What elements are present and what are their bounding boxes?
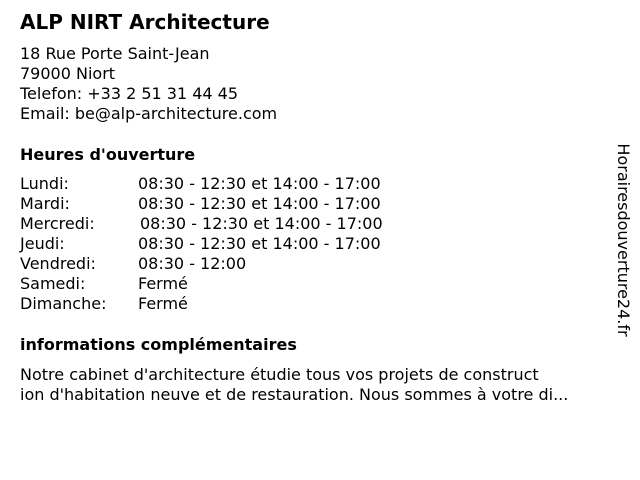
description-line: ion d'habitation neuve et de restauration. Nous sommes à votre di... [20, 385, 569, 404]
day-label: Dimanche: [20, 294, 107, 313]
description-text [20, 365, 568, 405]
day-label: Mercredi: [20, 214, 95, 233]
street-address: 18 Rue Porte Saint-Jean [20, 44, 210, 63]
day-label: Mardi: [20, 194, 70, 213]
description-line: Notre cabinet d'architecture étudie tous vos projets de construct [20, 365, 539, 384]
additional-info-heading: informations complémentaires [20, 335, 297, 354]
contact-block [20, 44, 277, 124]
business-name: ALP NIRT Architecture [20, 10, 270, 34]
day-label: Lundi: [20, 174, 69, 193]
day-hours: Fermé [138, 274, 188, 293]
day-label: Samedi: [20, 274, 86, 293]
email-address: Email: be@alp-architecture.com [20, 104, 278, 123]
day-label: Jeudi: [20, 234, 65, 253]
opening-hours-heading: Heures d'ouverture [20, 145, 196, 164]
day-hours: Fermé [138, 294, 188, 313]
day-hours: 08:30 - 12:30 et 14:00 - 17:00 [140, 214, 383, 233]
day-label: Vendredi: [20, 254, 96, 273]
day-hours: 08:30 - 12:30 et 14:00 - 17:00 [138, 174, 381, 193]
phone-number: Telefon: +33 2 51 31 44 45 [20, 84, 239, 103]
city-postal: 79000 Niort [20, 64, 116, 83]
day-hours: 08:30 - 12:30 et 14:00 - 17:00 [138, 234, 381, 253]
day-hours: 08:30 - 12:00 [138, 254, 247, 273]
day-hours: 08:30 - 12:30 et 14:00 - 17:00 [138, 194, 381, 213]
site-watermark: Horairesdouverture24.fr [614, 143, 633, 337]
